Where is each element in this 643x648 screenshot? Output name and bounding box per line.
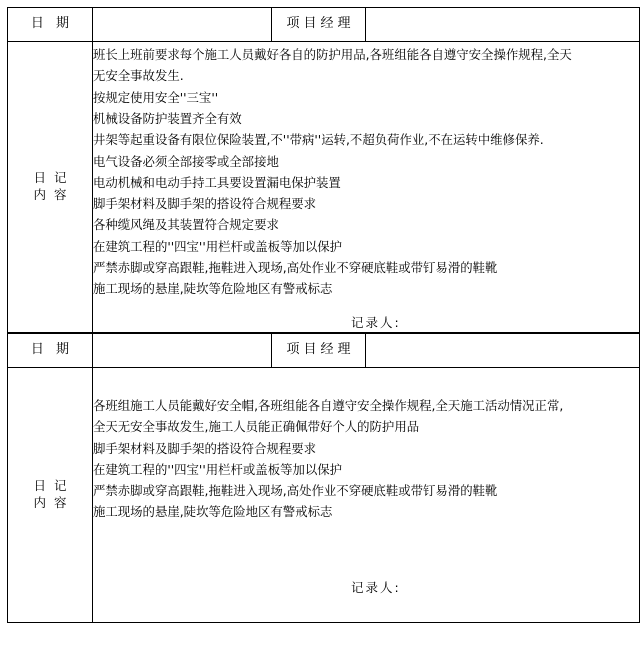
diary-content-label-cell: [8, 42, 93, 333]
date-label-cell: [8, 334, 93, 368]
diary-content-cell[interactable]: [93, 368, 640, 623]
diary-content-lines: [93, 44, 639, 300]
date-label: 日 期: [30, 16, 74, 32]
diary-content-label-line1: 日 记: [33, 478, 69, 494]
project-manager-label-cell: [272, 8, 366, 42]
recorder-label: 记录人:: [351, 314, 401, 330]
diary-content-line: 施工现场的悬崖,陡坎等危险地区有警戒标志: [93, 281, 333, 297]
diary-content-line: 施工现场的悬崖,陡坎等危险地区有警戒标志: [93, 504, 333, 520]
diary-content-line: 机械设备防护装置齐全有效: [93, 110, 242, 126]
table-body-row: [8, 368, 640, 623]
diary-content-cell[interactable]: [93, 42, 640, 333]
project-manager-value-cell[interactable]: [366, 334, 640, 368]
log-entry-table-2: [7, 333, 640, 623]
diary-content-label-cell: [8, 368, 93, 623]
diary-content-line: 无安全事故发生.: [93, 68, 184, 84]
date-label: 日 期: [30, 342, 74, 358]
project-manager-label-cell: [272, 334, 366, 368]
project-manager-value-cell[interactable]: [366, 8, 640, 42]
date-value-cell[interactable]: [93, 8, 272, 42]
recorder-row: [93, 300, 639, 330]
diary-content-line: 各班组施工人员能戴好安全帽,各班组能各自遵守安全操作规程,全天施工活动情况正常,: [93, 397, 564, 413]
diary-content-line: 在建筑工程的''四宝''用栏杆或盖板等加以保护: [93, 238, 343, 254]
project-manager-label: 项目经理: [286, 16, 355, 32]
table-header-row: [8, 334, 640, 368]
diary-content-line: 全天无安全事故发生,施工人员能正确佩带好个人的防护用品: [93, 419, 420, 435]
diary-content-line: 脚手架材料及脚手架的搭设符合规程要求: [93, 440, 317, 456]
diary-content-line: 在建筑工程的''四宝''用栏杆或盖板等加以保护: [93, 461, 343, 477]
diary-content-line: 各种缆风绳及其装置符合规定要求: [93, 217, 279, 233]
diary-content-line: 严禁赤脚或穿高跟鞋,拖鞋进入现场,高处作业不穿硬底鞋或带钉易滑的鞋靴: [93, 483, 498, 499]
diary-content-label-line1: 日 记: [33, 170, 69, 186]
diary-content-line: 严禁赤脚或穿高跟鞋,拖鞋进入现场,高处作业不穿硬底鞋或带钉易滑的鞋靴: [93, 260, 498, 275]
diary-content-line: 按规定使用安全''三宝'': [93, 89, 219, 105]
diary-content-lines: [93, 395, 639, 523]
diary-content-line: 班长上班前要求每个施工人员戴好各自的防护用品,各班组能各自遵守安全操作规程,全天: [93, 47, 572, 63]
diary-content-label-line2: 内 容: [33, 495, 69, 510]
diary-content-label-line2: 内 容: [33, 187, 69, 202]
diary-content-line: 电动机械和电动手持工具要设置漏电保护装置: [93, 174, 341, 190]
table-header-row: [8, 8, 640, 42]
diary-content-line: 井架等起重设备有限位保险装置,不''带病''运转,不超负荷作业,不在运转中维修保养.: [93, 132, 544, 148]
project-manager-label: 项目经理: [286, 342, 355, 358]
recorder-label: 记录人:: [351, 579, 401, 595]
date-label-cell: [8, 8, 93, 42]
recorder-row: [93, 523, 639, 595]
diary-content-line: 电气设备必须全部接零或全部接地: [93, 153, 279, 169]
date-value-cell[interactable]: [93, 334, 272, 368]
log-entry-table-1: [7, 7, 640, 333]
table-body-row: [8, 42, 640, 333]
diary-content-line: 脚手架材料及脚手架的搭设符合规程要求: [93, 196, 317, 212]
